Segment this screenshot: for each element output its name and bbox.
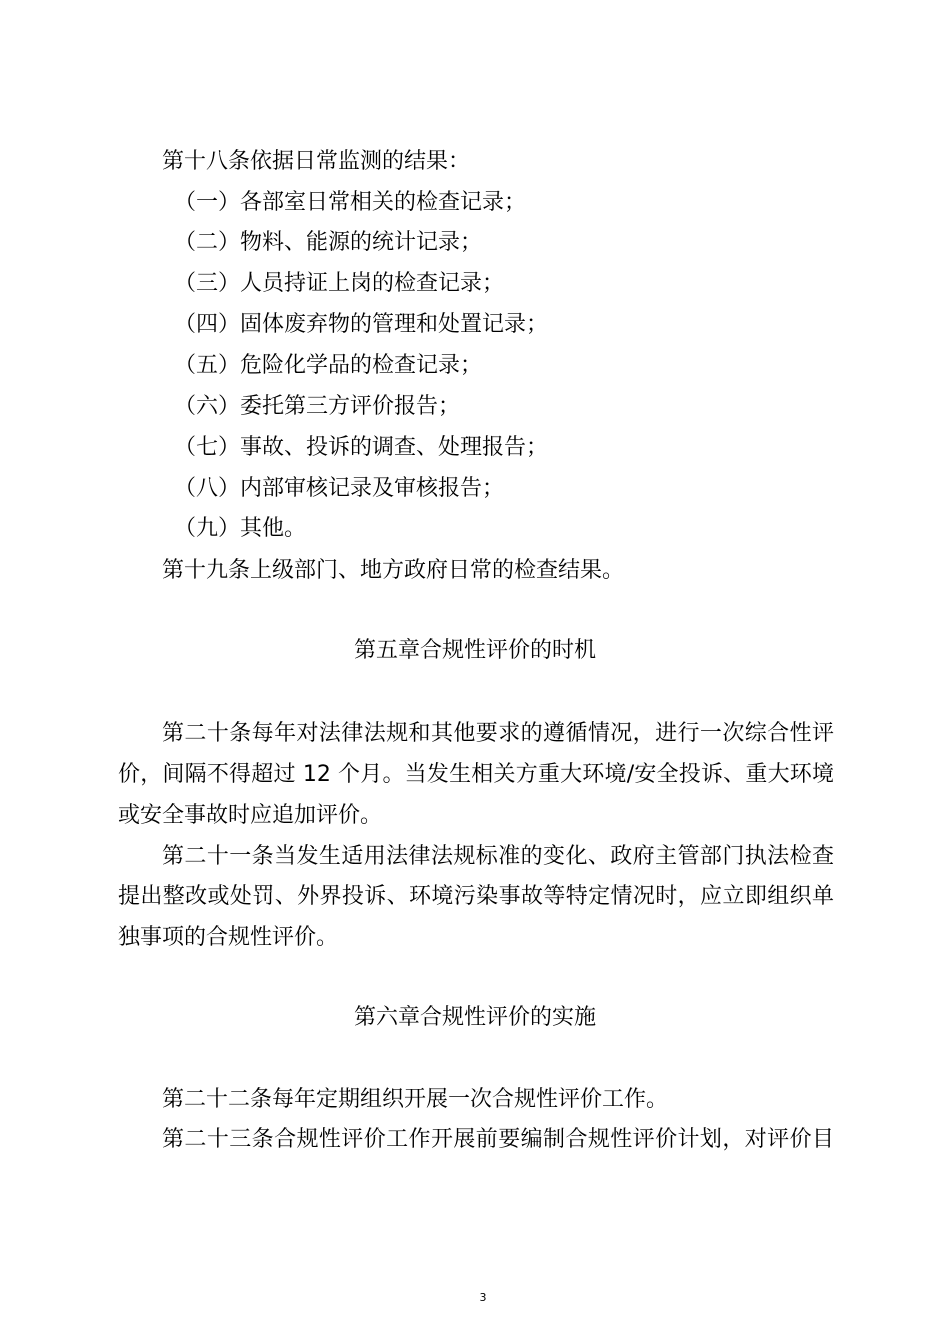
- article-18-item-4: （四）固体废弃物的管理和处置记录；: [174, 312, 549, 337]
- article-20-line-3: 或安全事故时应追加评价。: [118, 803, 383, 828]
- article-19: 第十九条上级部门、地方政府日常的检查结果。: [162, 558, 625, 583]
- article-20-line-1: 第二十条每年对法律法规和其他要求的遵循情况，进行一次综合性评: [162, 721, 834, 746]
- article-18-item-7: （七）事故、投诉的调查、处理报告；: [174, 435, 549, 460]
- article-22: 第二十二条每年定期组织开展一次合规性评价工作。: [162, 1087, 669, 1112]
- chapter-6-title: 第六章合规性评价的实施: [353, 1005, 596, 1030]
- article-23-line-1: 第二十三条合规性评价工作开展前要编制合规性评价计划，对评价目: [162, 1127, 834, 1152]
- article-18-item-6: （六）委托第三方评价报告；: [174, 394, 461, 419]
- article-18-item-9: （九）其他。: [174, 516, 307, 541]
- article-21-line-1: 第二十一条当发生适用法律法规标准的变化、政府主管部门执法检查: [162, 844, 834, 869]
- page-number: 3: [479, 1291, 487, 1304]
- article-21-line-3: 独事项的合规性评价。: [118, 925, 339, 950]
- article-18-item-1: （一）各部室日常相关的检查记录；: [174, 190, 527, 215]
- article-18-item-8: （八）内部审核记录及审核报告；: [174, 476, 505, 501]
- article-18-intro: 第十八条依据日常监测的结果：: [162, 149, 471, 174]
- article-18-item-5: （五）危险化学品的检查记录；: [174, 353, 483, 378]
- article-20-line-2: 价，间隔不得超过 12 个月。当发生相关方重大环境/安全投诉、重大环境: [118, 762, 834, 787]
- article-18-item-2: （二）物料、能源的统计记录；: [174, 230, 483, 255]
- chapter-5-title: 第五章合规性评价的时机: [353, 638, 596, 663]
- article-18-item-3: （三）人员持证上岗的检查记录；: [174, 271, 505, 296]
- article-21-line-2: 提出整改或处罚、外界投诉、环境污染事故等特定情况时，应立即组织单: [118, 884, 834, 909]
